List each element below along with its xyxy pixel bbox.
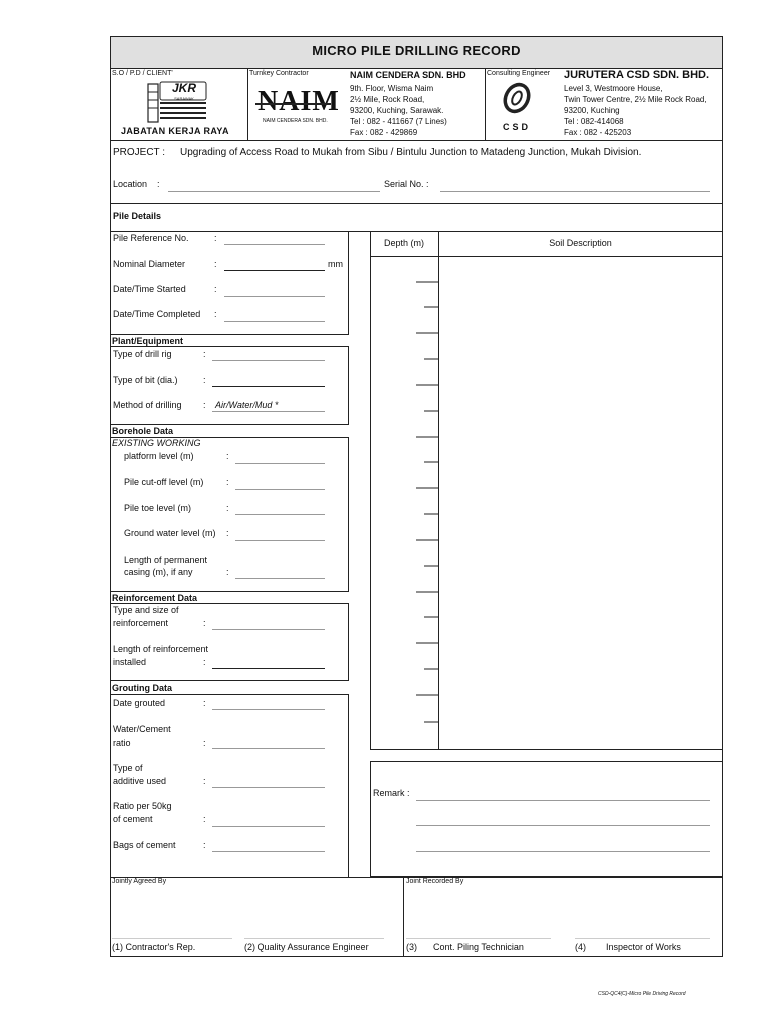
location-label: Location — [113, 179, 148, 189]
date-grouted-input[interactable] — [212, 709, 325, 710]
date-completed-colon: : — [214, 309, 217, 319]
technician-number: (3) — [406, 942, 417, 952]
log-column-divider — [438, 231, 439, 750]
contractor-rep-label: (1) Contractor's Rep. — [112, 942, 196, 952]
contractor-address-2: 2½ Mile, Rock Road, — [350, 95, 425, 104]
serial-label: Serial No. : — [384, 179, 429, 189]
jointly-agreed-label: Jointly Agreed By — [112, 878, 167, 885]
toe-level-input[interactable] — [235, 514, 325, 515]
qa-engineer-signature[interactable] — [244, 938, 384, 939]
drill-rig-colon: : — [203, 349, 206, 359]
date-grouted-colon: : — [203, 698, 206, 708]
date-started-label: Date/Time Started — [113, 284, 186, 294]
drilling-method-value[interactable]: Air/Water/Mud * — [215, 400, 279, 410]
client-name: JABATAN KERJA RAYA — [121, 126, 229, 136]
consultant-fax: Fax : 082 - 425203 — [564, 128, 632, 137]
divider — [110, 203, 723, 204]
casing-label-1: Length of permanent — [124, 555, 208, 565]
nominal-diameter-input[interactable] — [224, 270, 325, 271]
jkr-logo-text: JKR — [171, 81, 196, 95]
divider — [110, 140, 723, 141]
jkr-logo-sub: SARAWAK — [174, 96, 194, 101]
location-input[interactable] — [168, 191, 380, 192]
depth-scale — [370, 256, 438, 750]
ground-water-label: Ground water level (m) — [124, 528, 216, 538]
plant-heading: Plant/Equipment — [112, 336, 184, 346]
bit-type-colon: : — [203, 375, 206, 385]
wc-ratio-label-2: ratio — [113, 738, 131, 748]
reinforcement-heading: Reinforcement Data — [112, 593, 198, 603]
reinforcement-length-label-1: Length of reinforcement — [113, 644, 209, 654]
ground-water-colon: : — [226, 528, 229, 538]
casing-colon: : — [226, 567, 229, 577]
drilling-method-line — [212, 411, 325, 412]
reinforcement-length-colon: : — [203, 657, 206, 667]
inspector-signature[interactable] — [575, 938, 710, 939]
cutoff-level-colon: : — [226, 477, 229, 487]
existing-working-label: EXISTING WORKING — [112, 438, 201, 448]
technician-label: Cont. Piling Technician — [433, 942, 524, 952]
reinforcement-type-label-2: reinforcement — [113, 618, 169, 628]
additive-colon: : — [203, 776, 206, 786]
drilling-method-label: Method of drilling — [113, 400, 182, 410]
location-colon: : — [157, 179, 160, 189]
consultant-address-2: Twin Tower Centre, 2½ Mile Rock Road, — [564, 95, 707, 104]
nominal-diameter-unit: mm — [328, 259, 343, 269]
wc-ratio-label-1: Water/Cement — [113, 724, 171, 734]
additive-label-1: Type of — [113, 763, 143, 773]
date-started-colon: : — [214, 284, 217, 294]
pile-details-box — [110, 231, 349, 335]
remark-line-1[interactable] — [416, 800, 710, 801]
drilling-method-colon: : — [203, 400, 206, 410]
remark-line-3[interactable] — [416, 851, 710, 852]
cutoff-level-input[interactable] — [235, 489, 325, 490]
contractor-tel: Tel : 082 - 411667 (7 Lines) — [350, 117, 447, 126]
ratio-cement-input[interactable] — [212, 826, 325, 827]
drill-rig-input[interactable] — [212, 360, 325, 361]
page-title: MICRO PILE DRILLING RECORD — [312, 43, 521, 58]
toe-level-label: Pile toe level (m) — [124, 503, 192, 513]
nominal-diameter-label: Nominal Diameter — [113, 259, 186, 269]
remark-box — [370, 761, 723, 877]
ratio-cement-label-2: of cement — [113, 814, 153, 824]
soil-column-header: Soil Description — [549, 238, 612, 248]
wc-ratio-input[interactable] — [212, 748, 325, 749]
nominal-diameter-colon: : — [214, 259, 217, 269]
pile-reference-label: Pile Reference No. — [113, 233, 189, 243]
ratio-cement-colon: : — [203, 814, 206, 824]
contractor-address-3: 93200, Kuching, Sarawak. — [350, 106, 444, 115]
depth-column-header: Depth (m) — [383, 238, 424, 248]
consultant-label: Consulting Engineer — [487, 70, 551, 77]
reinforcement-type-input[interactable] — [212, 629, 325, 630]
date-completed-input[interactable] — [224, 321, 325, 322]
project-value: Upgrading of Access Road to Mukah from Sibu / Bintulu Junction to Matadeng Junction, Mukah Division. — [180, 147, 642, 158]
cutoff-level-label: Pile cut-off level (m) — [124, 477, 204, 487]
reinforcement-type-colon: : — [203, 618, 206, 628]
divider — [247, 69, 248, 140]
remark-label: Remark : — [373, 788, 410, 798]
naim-logo-sub: NAIM CENDERA SDN. BHD. — [263, 118, 328, 124]
casing-label-2: casing (m), if any — [124, 567, 193, 577]
wc-ratio-colon: : — [203, 738, 206, 748]
consultant-tel: Tel : 082-414068 — [564, 117, 624, 126]
naim-logo-text: NAIM — [258, 86, 340, 117]
consultant-address-3: 93200, Kuching — [564, 106, 620, 115]
date-grouted-label: Date grouted — [113, 698, 166, 708]
contractor-label: Turnkey Contractor — [249, 70, 309, 77]
inspector-number: (4) — [575, 942, 586, 952]
bags-cement-colon: : — [203, 840, 206, 850]
date-completed-label: Date/Time Completed — [113, 309, 201, 319]
inspector-label: Inspector of Works — [606, 942, 681, 952]
project-label: PROJECT : — [113, 147, 166, 158]
reinforcement-length-label-2: installed — [113, 657, 147, 667]
consultant-name: JURUTERA CSD SDN. BHD. — [564, 69, 710, 81]
additive-input[interactable] — [212, 787, 325, 788]
pile-reference-colon: : — [214, 233, 217, 243]
qa-engineer-label: (2) Quality Assurance Engineer — [244, 942, 369, 952]
ratio-cement-label-1: Ratio per 50kg — [113, 801, 172, 811]
additive-label-2: additive used — [113, 776, 167, 786]
csd-logo-text: CSD — [502, 122, 531, 132]
ground-water-input[interactable] — [235, 540, 325, 541]
contractor-fax: Fax : 082 - 429869 — [350, 128, 418, 137]
grouting-box-right — [348, 694, 349, 877]
bags-cement-label: Bags of cement — [113, 840, 176, 850]
contractor-address-1: 9th. Floor, Wisma Naim — [350, 84, 434, 93]
pile-reference-input[interactable] — [224, 244, 325, 245]
date-started-input[interactable] — [224, 296, 325, 297]
bags-cement-input[interactable] — [212, 851, 325, 852]
consultant-address-1: Level 3, Westmoore House, — [564, 84, 663, 93]
grouting-heading: Grouting Data — [112, 683, 172, 693]
casing-input[interactable] — [235, 578, 325, 579]
serial-input[interactable] — [440, 191, 710, 192]
platform-level-label: platform level (m) — [124, 451, 194, 461]
grouting-box-top — [110, 694, 349, 695]
reinforcement-type-label-1: Type and size of — [113, 605, 179, 615]
signature-column-divider — [403, 877, 404, 957]
client-label: S.O / P.D / CLIENT' — [112, 70, 173, 77]
reinforcement-length-input[interactable] — [212, 668, 325, 669]
platform-level-colon: : — [226, 451, 229, 461]
joint-recorded-label: Joint Recorded By — [406, 878, 464, 885]
drill-rig-label: Type of drill rig — [113, 349, 172, 359]
contractor-name: NAIM CENDERA SDN. BHD — [350, 70, 466, 80]
toe-level-colon: : — [226, 503, 229, 513]
contractor-rep-signature[interactable] — [112, 938, 232, 939]
bit-type-label: Type of bit (dia.) — [113, 375, 178, 385]
borehole-heading: Borehole Data — [112, 426, 174, 436]
pile-details-heading: Pile Details — [113, 211, 162, 221]
remark-line-2[interactable] — [416, 825, 710, 826]
csd-logo — [498, 80, 536, 120]
naim-logo-line — [255, 103, 331, 105]
technician-signature[interactable] — [406, 938, 551, 939]
bit-type-input[interactable] — [212, 386, 325, 387]
footer-code: CSD-QC4(C)-Micro Pile Driving Record — [598, 991, 686, 997]
platform-level-input[interactable] — [235, 463, 325, 464]
divider — [485, 69, 486, 140]
